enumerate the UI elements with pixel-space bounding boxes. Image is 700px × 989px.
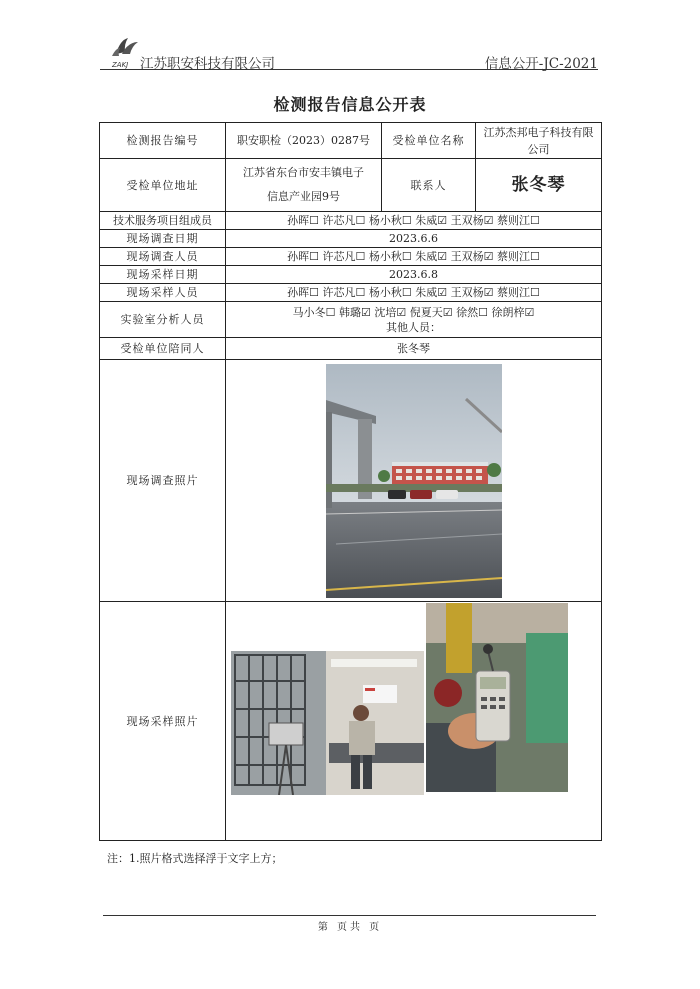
report-no-label: 检测报告编号 <box>100 123 226 159</box>
table-row <box>100 159 602 212</box>
sampling-date-value: 2023.6.8 <box>226 266 602 284</box>
company-logo <box>106 34 144 70</box>
table-row <box>100 338 602 360</box>
company-name: 江苏职安科技有限公司 <box>140 56 275 72</box>
table-row <box>100 284 602 302</box>
page-title: 检测报告信息公开表 <box>273 95 427 114</box>
report-no-value: 职安职检（2023）0287号 <box>226 123 382 159</box>
table-row <box>100 302 602 338</box>
team-label: 技术服务项目组成员 <box>100 212 226 230</box>
survey-photo-cell <box>226 360 602 602</box>
team-value: 孙晖☐ 许芯凡☐ 杨小秋☐ 朱威☑ 王双杨☑ 蔡则江☐ <box>226 212 602 230</box>
lab-other: 其他人员： <box>386 320 441 334</box>
table-row <box>100 248 602 266</box>
table-row <box>100 266 602 284</box>
sampling-date-label: 现场采样日期 <box>100 266 226 284</box>
info-table <box>99 122 602 841</box>
survey-date-label: 现场调查日期 <box>100 230 226 248</box>
survey-staff-value: 孙晖☐ 许芯凡☐ 杨小秋☐ 朱威☑ 王双杨☑ 蔡则江☐ <box>226 248 602 266</box>
sampling-staff-value: 孙晖☐ 许芯凡☐ 杨小秋☐ 朱威☑ 王双杨☑ 蔡则江☐ <box>226 284 602 302</box>
unit-name-value: 江苏杰邦电子科技有限公司 <box>476 123 602 159</box>
survey-photo-label: 现场调查照片 <box>100 360 226 602</box>
survey-photo <box>326 364 502 598</box>
sampling-photo-label: 现场采样照片 <box>100 602 226 841</box>
survey-date-value: 2023.6.6 <box>226 230 602 248</box>
address-label: 受检单位地址 <box>100 159 226 212</box>
survey-staff-label: 现场调查人员 <box>100 248 226 266</box>
lab-label: 实验室分析人员 <box>100 302 226 338</box>
svg-text:ZAKJ: ZAKJ <box>112 61 129 69</box>
escort-value: 张冬琴 <box>226 338 602 360</box>
page-header <box>100 34 598 70</box>
sampling-photo-cell <box>226 602 602 841</box>
contact-label: 联系人 <box>382 159 476 212</box>
escort-label: 受检单位陪同人 <box>100 338 226 360</box>
header-divider <box>100 69 598 70</box>
table-row <box>100 602 602 841</box>
address-value: 江苏省东台市安丰镇电子信息产业园9号 <box>226 159 382 212</box>
page-number: 第 页共 页 <box>317 922 383 933</box>
table-row <box>100 360 602 602</box>
table-row <box>100 230 602 248</box>
lab-value <box>226 302 602 338</box>
sampling-staff-label: 现场采样人员 <box>100 284 226 302</box>
table-row <box>100 212 602 230</box>
contact-value: 张冬琴 <box>476 159 602 212</box>
sampling-photo-workshop <box>231 651 424 795</box>
sampling-photo-meter <box>426 603 568 792</box>
footer-divider <box>103 915 596 916</box>
table-row <box>100 123 602 159</box>
unit-name-label: 受检单位名称 <box>382 123 476 159</box>
document-number: 信息公开-JC-2021 <box>484 56 598 72</box>
lab-staff: 马小冬☐ 韩璐☑ 沈培☑ 倪夏天☑ 徐然☐ 徐朗梓☑ <box>292 305 535 319</box>
footnote: 注：1.照片格式选择浮于文字上方； <box>107 852 283 865</box>
